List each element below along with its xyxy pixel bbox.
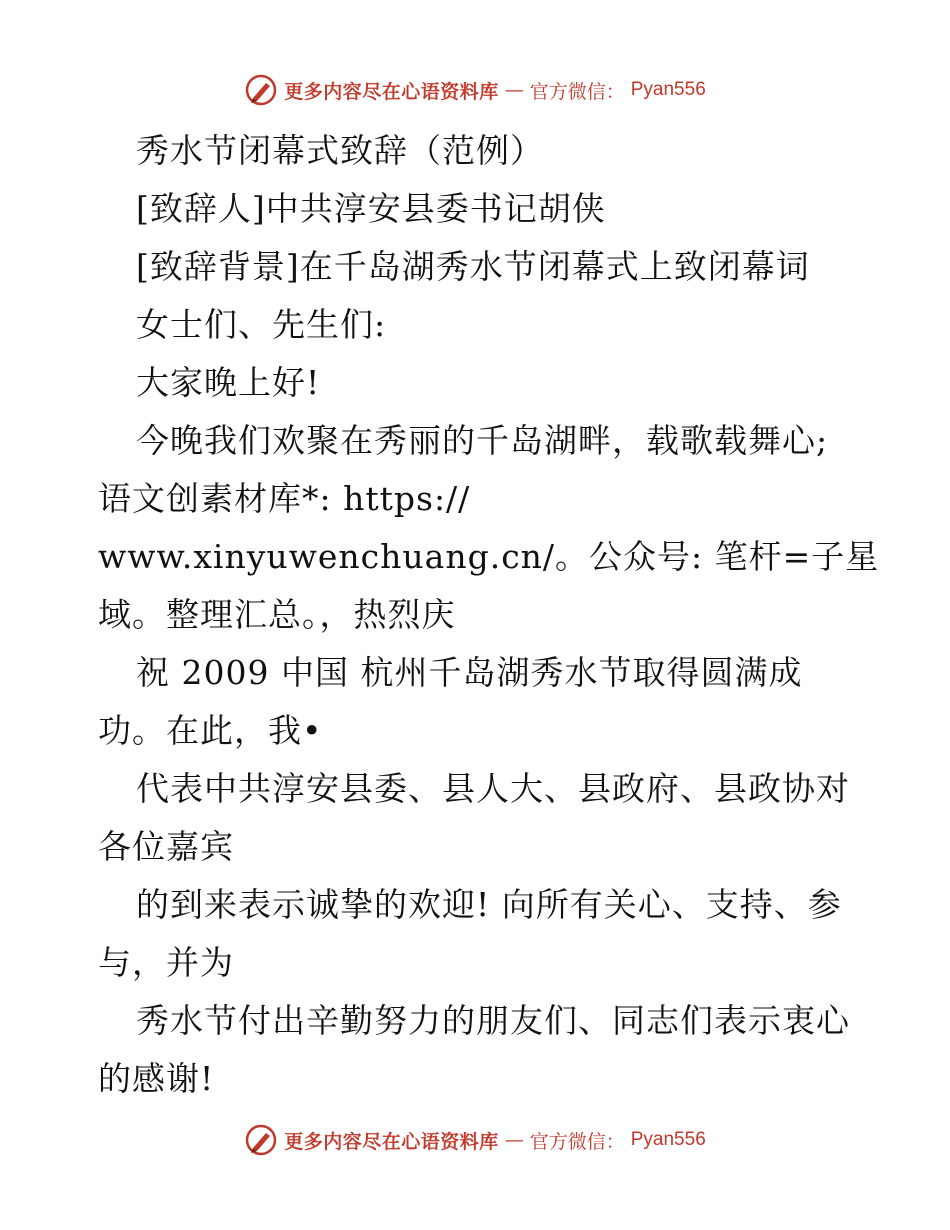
banner-wechat-label: 官方微信： xyxy=(529,80,625,103)
paragraph-line: 各位嘉宾 xyxy=(98,827,234,866)
banner-text: 更多内容尽在心语资料库 xyxy=(284,80,499,103)
pen-logo-icon xyxy=(244,1123,278,1157)
paragraph-line: 域。整理汇总。，热烈庆 xyxy=(98,595,456,634)
banner-wechat-id: Pyan556 xyxy=(630,1129,706,1150)
paragraph-line: www.xinyuwenchuang.cn/。公众号: 笔杆=子星 xyxy=(98,537,880,576)
paragraph-line: 语文创素材库*: https:// xyxy=(98,479,471,518)
greeting-line: 大家晚上好! xyxy=(136,363,321,402)
paragraph-line: 与，并为 xyxy=(98,943,234,982)
paragraph-line: 的到来表示诚挚的欢迎! 向所有关心、支持、参 xyxy=(136,885,842,924)
document-body xyxy=(98,122,878,1108)
banner-separator: — xyxy=(504,1129,524,1151)
header-banner xyxy=(0,70,950,110)
document-title: 秀水节闭幕式致辞（范例） xyxy=(136,131,544,170)
footer-banner xyxy=(0,1120,950,1160)
paragraph-line: 的感谢! xyxy=(98,1059,215,1098)
paragraph-line: 功。在此，我• xyxy=(98,711,323,750)
background-line: [致辞背景]在千岛湖秀水节闭幕式上致闭幕词 xyxy=(136,247,810,286)
paragraph-line: 秀水节付出辛勤努力的朋友们、同志们表示衷心 xyxy=(136,1001,850,1040)
salutation-line: 女士们、先生们: xyxy=(136,305,387,344)
banner-wechat-id: Pyan556 xyxy=(630,79,706,100)
banner-text: 更多内容尽在心语资料库 xyxy=(284,1130,499,1153)
pen-logo-icon xyxy=(244,73,278,107)
paragraph-line: 祝 2009 中国 杭州千岛湖秀水节取得圆满成 xyxy=(136,653,803,692)
paragraph-line: 今晚我们欢聚在秀丽的千岛湖畔，载歌载舞心; xyxy=(136,421,829,460)
paragraph-line: 代表中共淳安县委、县人大、县政府、县政协对 xyxy=(136,769,850,808)
banner-separator: — xyxy=(504,79,524,101)
banner-wechat-label: 官方微信： xyxy=(529,1130,625,1153)
speaker-line: [致辞人]中共淳安县委书记胡侠 xyxy=(136,189,606,228)
